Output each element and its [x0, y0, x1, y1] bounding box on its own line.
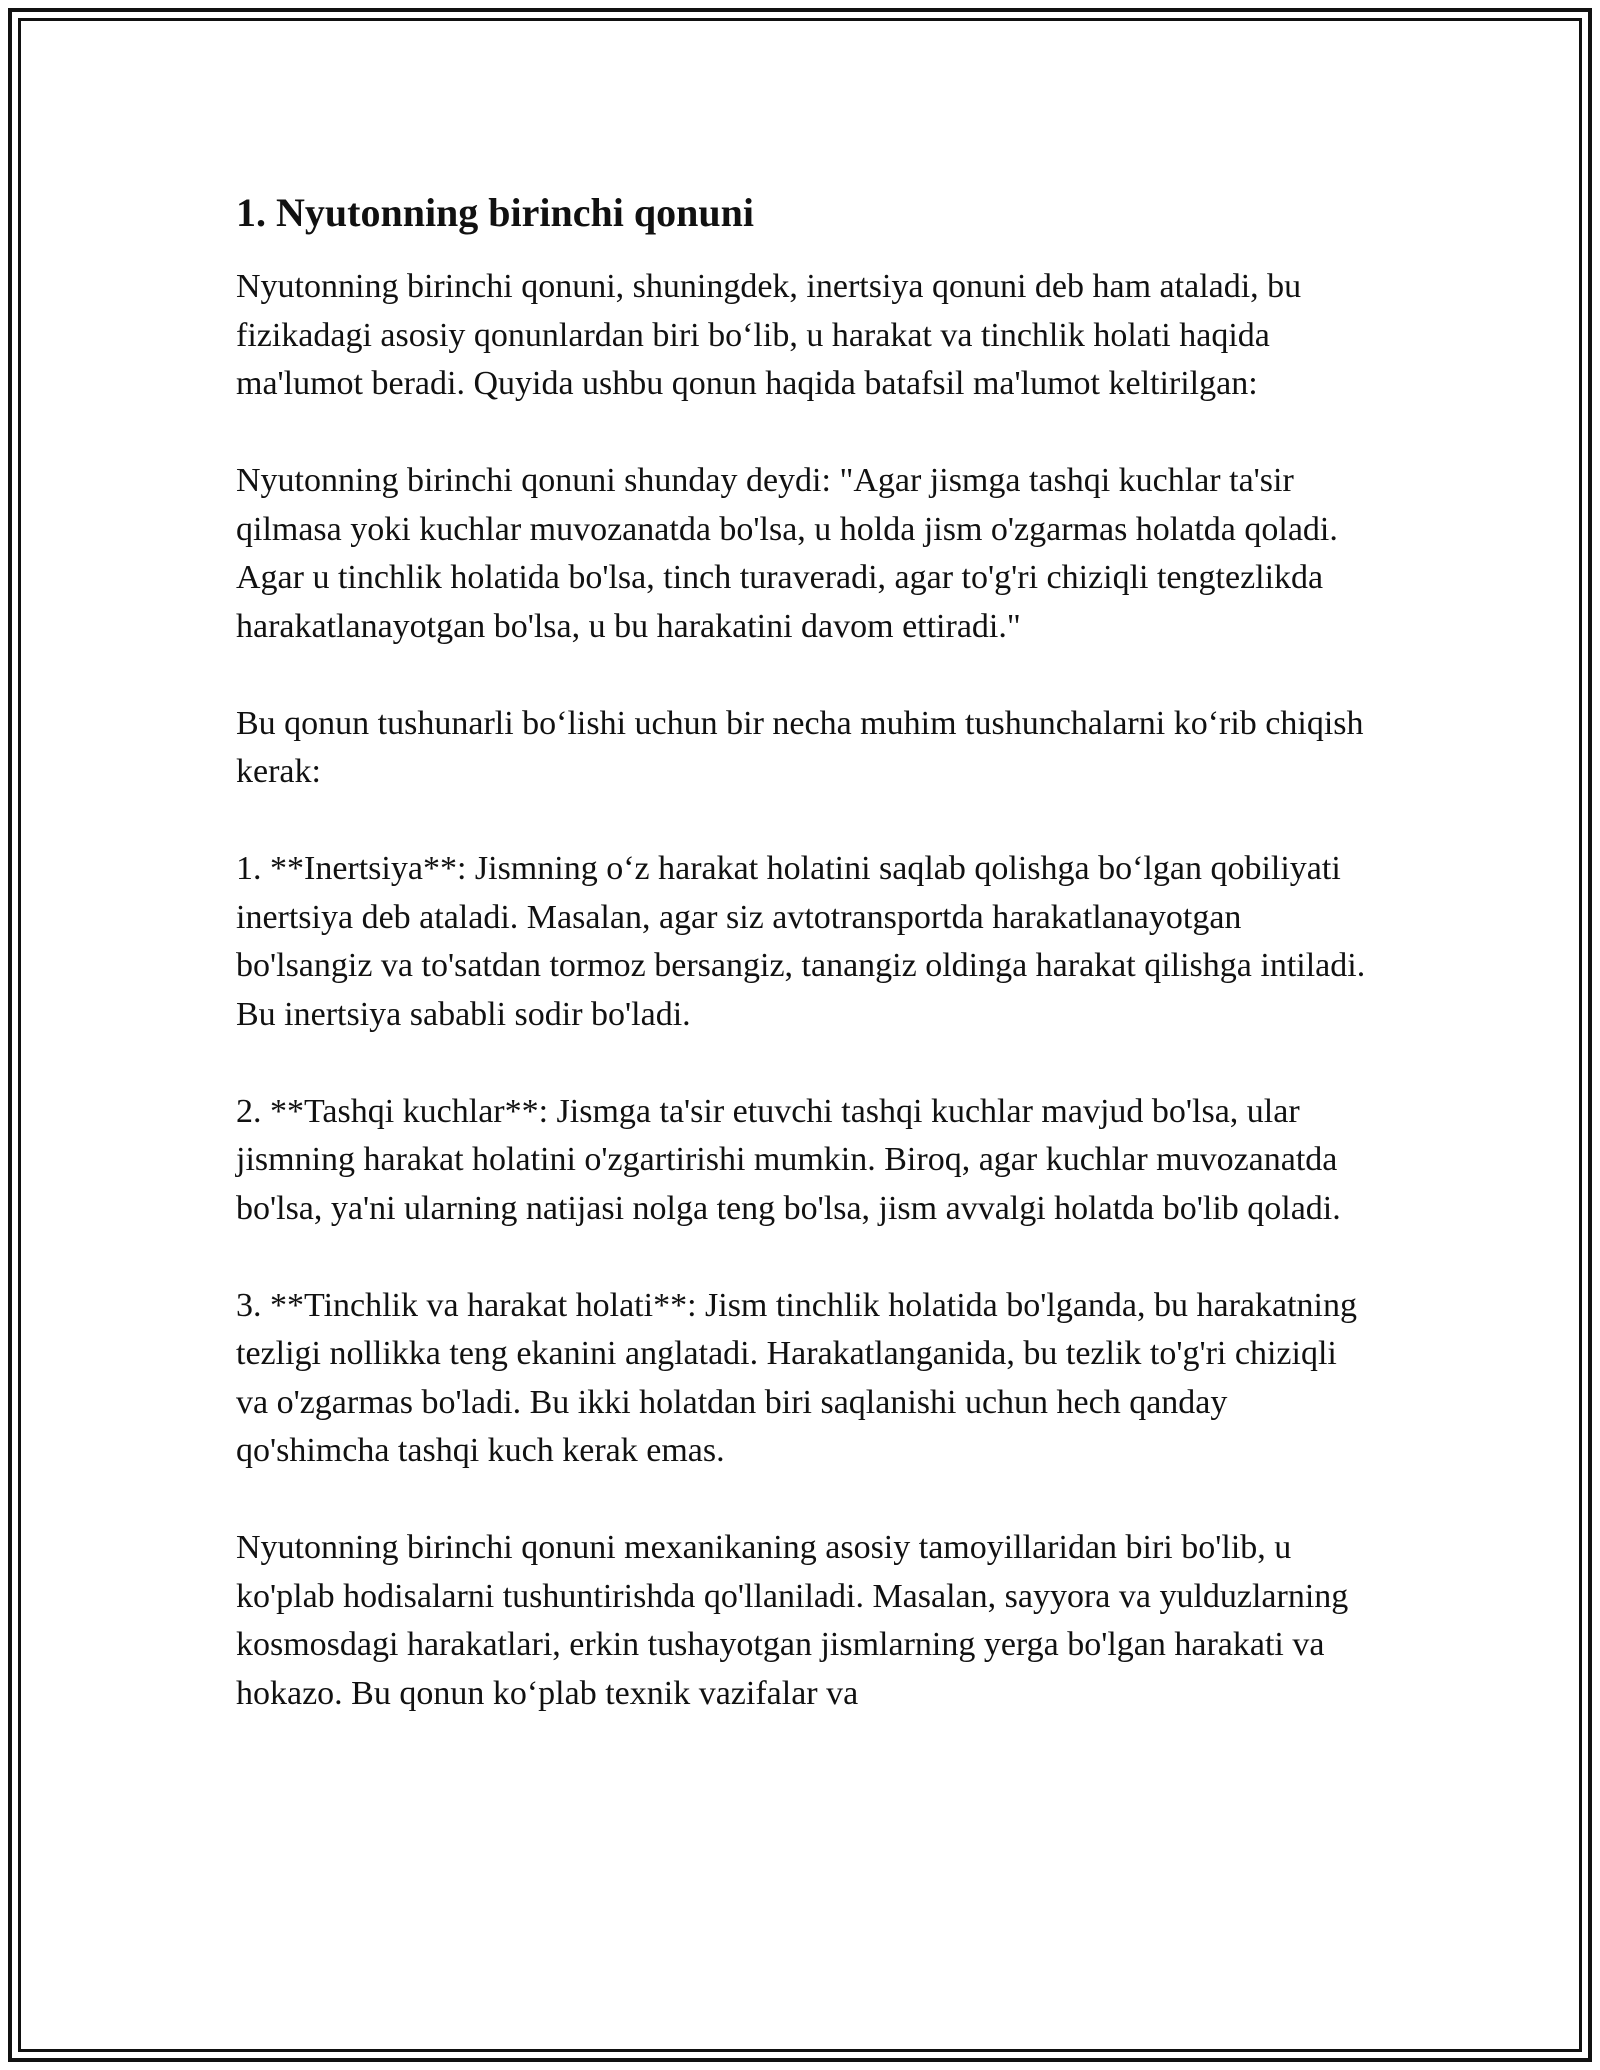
paragraph-law-statement: Nyutonning birinchi qonuni shunday deydi: "Agar jismga tashqi kuchlar ta'sir qilmasa yoki kuchlar muvozanatda bo'lsa, u holda jism o'zgarmas holatda qoladi. Agar u tinchlik holatida bo'lsa, tinch turaveradi, agar to'g'ri chiziqli tengtezlikda harakatlanayotgan bo'lsa, u bu harakatini davom ettiradi." [236, 462, 1338, 645]
paragraph-item-rest-motion: 3. **Tinchlik va harakat holati**: Jism tinchlik holatida bo'lganda, bu harakatning tezligi nollikka teng ekanini anglatadi. Harakatlanganida, bu tezlik to'g'ri chiziqli va o'zgarmas bo'ladi. Bu ikki holatdan biri saqlanishi uchun hech qanday qo'shimcha tashqi kuch kerak emas. [236, 1286, 1358, 1469]
paragraph-item-external-forces: 2. **Tashqi kuchlar**: Jismga ta'sir etuvchi tashqi kuchlar mavjud bo'lsa, ular jismning harakat holatini o'zgartirishi mumkin. Biroq, agar kuchlar muvozanatda bo'lsa, ya'ni ularning natijasi nolga teng bo'lsa, jism avvalgi holatda bo'lib qoladi. [236, 1092, 1341, 1227]
paragraph-concepts-intro: Bu qonun tushunarli bo‘lishi uchun bir necha muhim tushunchalarni ko‘rib chiqish kerak: [236, 704, 1364, 790]
section-heading: 1. Nyutonning birinchi qonuni [236, 190, 754, 235]
paragraph-intro: Nyutonning birinchi qonuni, shuningdek, inertsiya qonuni deb ham ataladi, bu fizikadagi asosiy qonunlardan biri bo‘lib, u harakat va tinchlik holati haqida ma'lumot beradi. Quyida ushbu qonun haqida batafsil ma'lumot keltirilgan: [236, 268, 1302, 402]
document-body [236, 185, 1376, 1718]
paragraph-conclusion: Nyutonning birinchi qonuni mexanikaning asosiy tamoyillaridan biri bo'lib, u ko'plab hodisalarni tushuntirishda qo'llaniladi. Masalan, sayyora va yulduzlarning kosmosdagi harakatlari, erkin tushayotgan jismlarning yerga bo'lgan harakati va hokazo. Bu qonun ko‘plab texnik vazifalar va [236, 1529, 1349, 1712]
paragraph-item-inertia: 1. **Inertsiya**: Jismning o‘z harakat holatini saqlab qolishga bo‘lgan qobiliyati inertsiya deb ataladi. Masalan, agar siz avtotransportda harakatlanayotgan bo'lsangiz va to'satdan tormoz bersangiz, tanangiz oldinga harakat qilishga intiladi. Bu inertsiya sababli sodir bo'ladi. [236, 850, 1366, 1033]
